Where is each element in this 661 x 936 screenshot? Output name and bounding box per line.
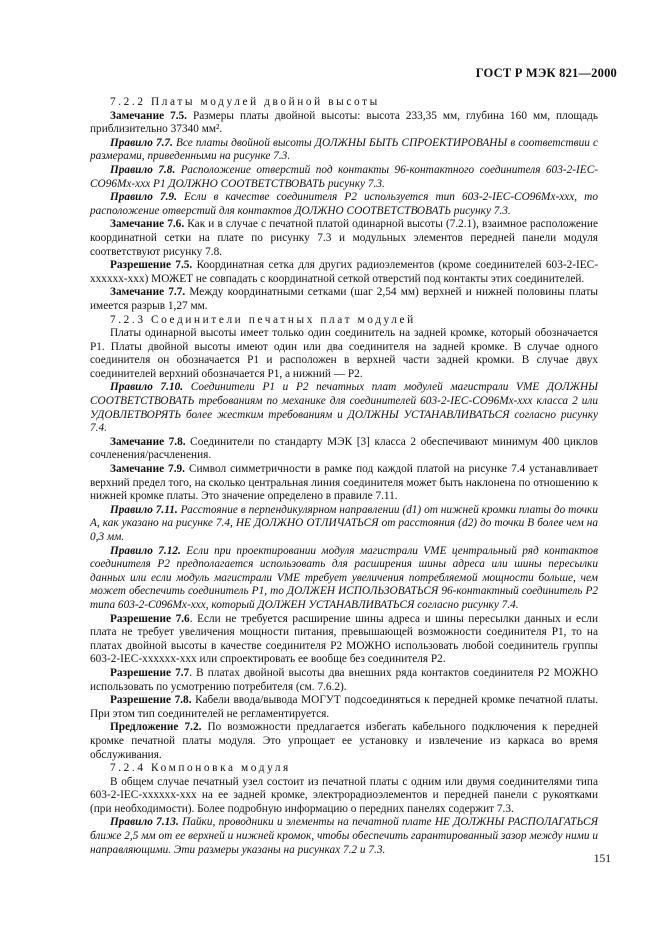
rule-paragraph: Правило 7.8. Расположение отверстий под контакты 96-контактного соединителя 603-2-IEC-CO96Mx-xxx P1 ДОЛЖНО СООТВЕТСТВОВАТЬ рисунку 7.3. — [90, 163, 598, 190]
rule-paragraph: Правило 7.10. Соединители P1 и P2 печатных плат модулей магистрали VME ДОЛЖНЫ СООТВЕТСТВОВАТЬ требованиям по механике для соединителей 603-2-IEC-CO96Mx-xxx класса 2 или УДОВЛЕТВОРЯТЬ более жестким требованиям и ДОЛЖНЫ УСТАНАВЛИВАТЬСЯ согласно рисунку 7.4. — [90, 381, 598, 435]
note-paragraph: Замечание 7.8. Соединители по стандарту МЭК [3] класса 2 обеспечивают минимум 400 циклов сочленения/расчленения. — [90, 435, 598, 462]
note-paragraph: Замечание 7.5. Размеры платы двойной высоты: высота 233,35 мм, глубина 160 мм, площадь приблизительно 37340 мм². — [90, 109, 598, 136]
proposal-paragraph: Предложение 7.2. По возможности предлагается избегать кабельного подключения к передней кромке печатной платы модуля. Это упрощает ее установку и извлечение из каркаса во время обслуживания. — [90, 721, 598, 761]
permission-paragraph: Разрешение 7.5. Координатная сетка для других радиоэлементов (кроме соединителей 603-2-IEC-xxxxxx-xxx) МОЖЕТ не совпадать с координатной сеткой отверстий под контакты этих соединителей. — [90, 259, 598, 285]
section-heading: 7.2.4 Компоновка модуля — [110, 762, 291, 775]
note-paragraph: Замечание 7.7. Между координатными сетками (шаг 2,54 мм) верхней и нижней половины платы имеется разрыв 1,27 мм. — [90, 286, 598, 312]
permission-paragraph: Разрешение 7.8. Кабели ввода/вывода МОГУТ подсоединяться к передней кромке печатной платы. При этом тип соединителей не регламентируется. — [90, 694, 598, 720]
rule-paragraph: Правило 7.11. Расстояние в перпендикулярном направлении (d1) от нижней кромки платы до точки A, как указано на рисунке 7.4, НЕ ДОЛЖНО ОТЛИЧАТЬСЯ от расстояния (d2) до точки B более чем на 0,3 мм. — [90, 503, 598, 543]
body-paragraph: В общем случае печатный узел состоит из печатной платы с одним или двумя соединителями типа 603-2-IEC-xxxxxx-xxx на ее задней кромке, электрорадиоэлементов и передней панели с рукоятками (при необходимости). Более подробную информацию о передних панелях содержит 7.3. — [90, 775, 598, 815]
permission-paragraph: Разрешение 7.6. Если не требуется расширение шины адреса и шины пересылки данных и если плата не требует увеличения мощности питания, превышающей возможности соединителя P1, то на платах двойной высоты в качестве соединителя P2 МОЖНО использовать любой соединитель группы 603-2-IEC-xxxxxx-xxx или спроектировать ее вообще без соединителя P2. — [90, 612, 598, 666]
page-body — [90, 96, 598, 857]
rule-paragraph: Правило 7.9. Если в качестве соединителя P2 используется тип 603-2-IEC-CO96Mx-xxx, то расположение отверстий для контактов ДОЛЖНО СООТВЕТСТВОВАТЬ рисунку 7.3. — [90, 191, 598, 217]
document-header: ГОСТ Р МЭК 821—2000 — [475, 66, 617, 80]
page-number: 151 — [593, 853, 611, 865]
rule-paragraph: Правило 7.13. Пайки, проводники и элементы на печатной плате НЕ ДОЛЖНЫ РАСПОЛАГАТЬСЯ ближе 2,5 мм от ее верхней и нижней кромок, чтобы обеспечить гарантированный зазор между ними и направляющими. Эти размеры указаны на рисунках 7.2 и 7.3. — [90, 816, 598, 856]
permission-paragraph: Разрешение 7.7. В платах двойной высоты два внешних ряда контактов соединителя P2 МОЖНО использовать по усмотрению потребителя (см. 7.6.2). — [90, 666, 599, 693]
rule-paragraph: Правило 7.12. Если при проектировании модуля магистрали VME центральный ряд контактов соединителя P2 предполагается использовать для расширения шины адреса или шины пересылки данных или если модуль магистрали VME требует увеличения потребляемой мощности больше, чем может обеспечить соединитель P1, то ДОЛЖЕН ИСПОЛЬЗОВАТЬСЯ 96-контактный соединитель P2 типа 603-2-C096Mx-xxx, который ДОЛЖЕН УСТАНАВЛИВАТЬСЯ согласно рисунку 7.4. — [90, 544, 598, 611]
note-paragraph: Замечание 7.6. Как и в случае с печатной платой одинарной высоты (7.2.1), взаимное расположение координатной сетки на плате по рисунку 7.3 и модульных элементов передней панели модуля соответствуют рисунку 7.8. — [90, 218, 598, 258]
note-paragraph: Замечание 7.9. Символ симметричности в рамке под каждой платой на рисунке 7.4 устанавливает верхний предел того, на сколько центральная линия соединителя может быть наклонена по отношению к нижней кромке платы. Это значение определено в правиле 7.11. — [90, 463, 598, 503]
section-heading: 7.2.2 Платы модулей двойной высоты — [110, 96, 380, 108]
rule-paragraph: Правило 7.7. Все платы двойной высоты ДОЛЖНЫ БЫТЬ СПРОЕКТИРОВАНЫ в соответствии с размерами, приведенными на рисунке 7.3. — [90, 136, 599, 163]
section-heading: 7.2.3 Соединители печатных плат модулей — [110, 313, 416, 326]
body-paragraph: Платы одинарной высоты имеет только один соединитель на задней кромке, который обозначается P1. Платы двойной высоты имеют один или два соединителя на задней кромке. В случае одного соединителя он обозначается P1 и расположен в верхней части задней кромки. В случае двух соединителей верхний обозначается P1, а нижний — P2. — [90, 327, 598, 380]
